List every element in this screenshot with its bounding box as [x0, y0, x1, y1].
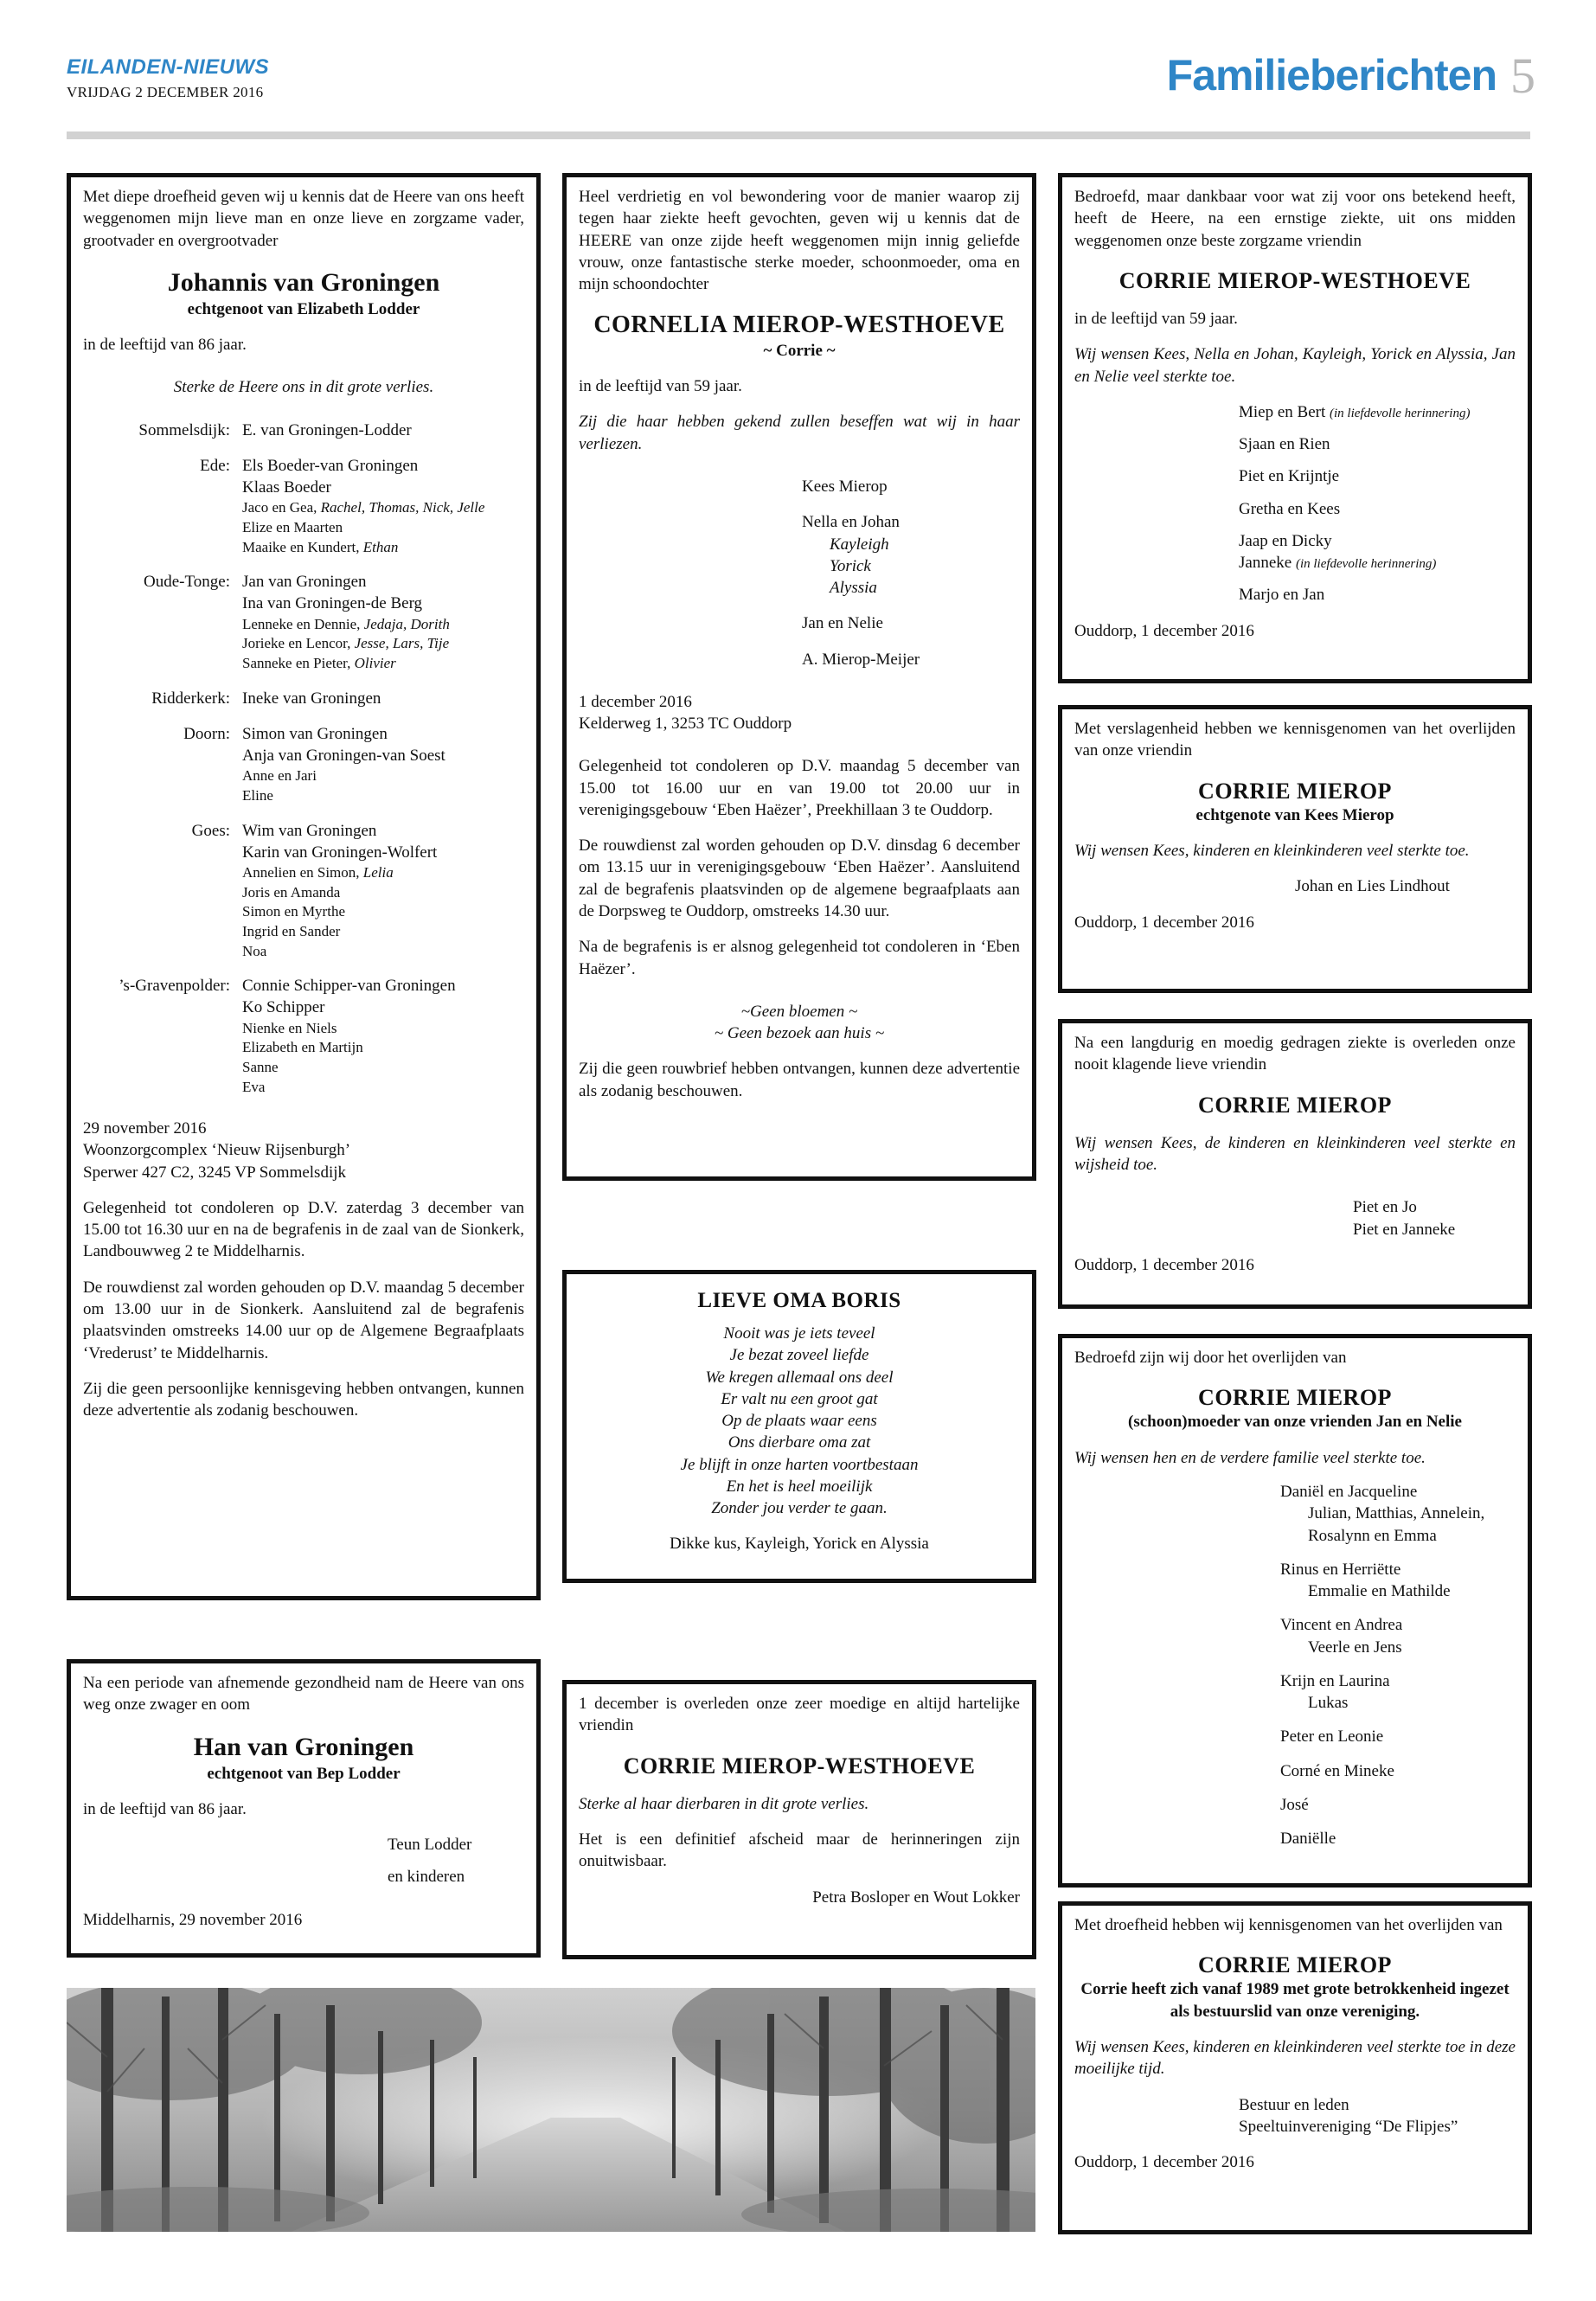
grandchildren: Sanne [242, 1058, 279, 1075]
signatory: Piet en Jo [1353, 1198, 1417, 1217]
ad-notice: ~ Geen bezoek aan huis ~ [714, 1024, 885, 1043]
ad-place-date: Ouddorp, 1 december 2016 [1074, 1255, 1254, 1274]
signatory: Corné en Mineke [1280, 1761, 1394, 1780]
ad-wish: Wij wensen Kees, de kinderen en kleinkinderen veel sterkte en wijsheid toe. [1074, 1133, 1516, 1174]
signatory: Kees Mierop [802, 477, 888, 496]
family-location: Sommelsdijk: [138, 420, 230, 439]
ad-service: De rouwdienst zal worden gehouden op D.V. maandag 5 december om 13.00 uur in de Sionkerk. Aansluitend zal de begrafenis plaatsvinden omstreeks 14.00 uur op de Algemene Begraafplaats ‘Vrederust’ te Middelharnis. [83, 1278, 524, 1362]
signatory: A. Mierop-Meijer [802, 650, 920, 669]
deceased-age: in de leeftijd van 86 jaar. [83, 336, 247, 355]
ad-notice: ~Geen bloemen ~ [740, 1002, 858, 1021]
signatory-group [1280, 1614, 1516, 1658]
page-number: 5 [1510, 48, 1535, 104]
ad-date: 1 december 2016 [579, 692, 692, 711]
signatory-group [1280, 1760, 1516, 1782]
ad-intro: Met droefheid hebben wij kennisgenomen van het overlijden van [1074, 1916, 1503, 1934]
deceased-age: in de leeftijd van 59 jaar. [1074, 309, 1238, 328]
grandchildren: Nienke en Niels [242, 1019, 337, 1036]
grandchildren: Anne en Jari [242, 767, 317, 785]
ad-quote: Zij die haar hebben gekend zullen beseffen wat wij in haar verliezen. [579, 413, 1020, 453]
signatory: Peter en Leonie [1280, 1727, 1384, 1747]
deceased-name: CORNELIA MIEROP-WESTHOEVE [593, 311, 1005, 339]
ad-intro: Met diepe droefheid geven wij u kennis dat de Heere van ons heeft weggenomen mijn lieve man en onze lieve en zorgzame vader, grootvader en overgrootvader [83, 188, 524, 250]
issue-date: VRIJDAG 2 DECEMBER 2016 [67, 84, 264, 100]
family-member: Ina van Groningen-de Berg [242, 594, 423, 613]
family-entry [83, 723, 524, 806]
deceased-name: CORRIE MIEROP [1198, 1092, 1392, 1118]
ad-intro: 1 december is overleden onze zeer moedige en altijd hartelijke vriendin [579, 1695, 1020, 1735]
poem-line: Ons dierbare oma zat [727, 1433, 871, 1452]
signatory-list [1280, 1481, 1516, 1849]
signatory: Janneke (in liefdevolle herinnering) [1239, 554, 1437, 573]
ad-place-date: Ouddorp, 1 december 2016 [1074, 621, 1254, 640]
ad-place-date: Middelharnis, 29 november 2016 [83, 1910, 303, 1929]
family-member: Ineke van Groningen [242, 689, 381, 708]
signatory-group [1280, 1794, 1516, 1816]
family-list [83, 420, 524, 1098]
ad-intro: Bedroefd, maar dankbaar voor wat zij voor ons betekend heeft, heeft de Heere, na een ernstige ziekte, uit ons midden weggenomen onze beste zorgzame vriendin [1074, 188, 1516, 250]
family-entry [83, 571, 524, 673]
deceased-name: CORRIE MIEROP [1198, 1385, 1392, 1411]
deceased-name: Johannis van Groningen [167, 267, 440, 297]
grandchildren: Jorieke en Lencor, Jesse, Lars, Tije [242, 635, 450, 652]
family-member: E. van Groningen-Lodder [242, 420, 412, 439]
ad-condolence: Gelegenheid tot condoleren op D.V. maandag 5 december van 15.00 tot 16.00 uur en van 19.00 tot 20.00 uur in verenigingsgebouw ‘Eben Haëzer’, Preekhillaan 3 te Ouddorp. [579, 757, 1020, 819]
grandchildren: Sanneke en Pieter, Olivier [242, 654, 396, 671]
ad-corrie-mierop-westhoeve-vrienden [1058, 173, 1532, 683]
signatory: Speeltuinvereniging “De Flipjes” [1239, 2117, 1458, 2136]
ad-corrie-mierop-schoonmoeder [1058, 1334, 1532, 1888]
grandchildren: Ingrid en Sander [242, 922, 341, 939]
ad-corrie-mierop-lindhout [1058, 705, 1532, 993]
signatory: en kinderen [388, 1868, 465, 1887]
family-entry [83, 975, 524, 1097]
ad-wish: Wij wensen Kees, kinderen en kleinkinderen veel sterkte toe in deze moeilijke tijd. [1074, 2037, 1516, 2079]
family-entry [83, 688, 524, 709]
grandchildren: Simon en Myrthe [242, 903, 345, 920]
poem-line: Je bezat zoveel liefde [729, 1346, 869, 1365]
ad-corrie-mierop-speeltuinvereniging [1058, 1901, 1532, 2234]
deceased-age: in de leeftijd van 59 jaar. [579, 377, 742, 396]
signatory-children: Rosalynn en Emma [1308, 1526, 1437, 1545]
poem-line: Op de plaats waar eens [721, 1412, 877, 1431]
ad-quote: Sterke al haar dierbaren in dit grote verlies. [579, 1794, 869, 1813]
signatory: Jaap en Dicky [1239, 531, 1332, 550]
signatory: Daniëlle [1280, 1830, 1336, 1849]
ad-after: Na de begrafenis is er alsnog gelegenheid tot condoleren in ‘Eben Haëzer’. [579, 938, 1020, 978]
signatory: Rinus en Herriëtte [1280, 1560, 1401, 1579]
ad-wish: Wij wensen Kees, Nella en Johan, Kayleigh, Yorick en Alyssia, Jan en Nelie veel sterkte toe. [1074, 345, 1516, 386]
ad-wish: Wij wensen Kees, kinderen en kleinkinderen veel sterkte toe. [1074, 841, 1470, 860]
family-location: ’s-Gravenpolder: [119, 977, 230, 996]
family-member: Karin van Groningen-Wolfert [242, 843, 438, 862]
signatory: Piet en Janneke [1353, 1220, 1456, 1239]
signatory: Johan en Lies Lindhout [1295, 877, 1450, 896]
signatory: Marjo en Jan [1239, 586, 1325, 605]
deceased-name: CORRIE MIEROP [1198, 778, 1392, 804]
poem-line: Zonder jou verder te gaan. [711, 1499, 888, 1518]
family-member: Simon van Groningen [242, 724, 388, 743]
deceased-name: CORRIE MIEROP-WESTHOEVE [1118, 267, 1471, 293]
signatory: Jan en Nelie [802, 614, 883, 633]
signatory: Vincent en Andrea [1280, 1616, 1403, 1635]
deceased-subtitle: ~ Corrie ~ [763, 341, 836, 360]
deceased-name: Han van Groningen [193, 1732, 414, 1761]
signatory: Krijn en Laurina [1280, 1671, 1390, 1690]
family-member: Els Boeder-van Groningen [242, 456, 419, 475]
family-member: Ko Schipper [242, 998, 325, 1017]
ad-quote: Sterke de Heere ons in dit grote verlies. [173, 378, 434, 397]
family-location: Goes: [191, 821, 230, 840]
family-member: Wim van Groningen [242, 821, 377, 840]
signatory: Petra Bosloper en Wout Lokker [812, 1888, 1020, 1907]
ad-corrie-mierop-westhoeve-friends [562, 1680, 1036, 1959]
poem-line: Nooit was je iets teveel [723, 1324, 875, 1343]
ad-closing: Zij die geen rouwbrief hebben ontvangen, kunnen deze advertentie als zodanig beschouwen. [579, 1060, 1020, 1100]
deceased-subtitle: echtgenoot van Bep Lodder [207, 1764, 401, 1783]
family-member: Anja van Groningen-van Soest [242, 747, 445, 766]
grandchildren: Jaco en Gea, Rachel, Thomas, Nick, Jelle [242, 499, 485, 516]
ad-title: LIEVE OMA BORIS [697, 1289, 901, 1312]
signatory: Miep en Bert (in liefdevolle herinnering) [1239, 402, 1471, 421]
ad-address-line: Kelderweg 1, 3253 TC Ouddorp [579, 715, 792, 734]
ad-condolence: Gelegenheid tot condoleren op D.V. zaterdag 3 december van 15.00 tot 16.30 uur en na de begrafenis in de zaal van de Sionkerk, Landbouwweg 2 te Middelharnis. [83, 1198, 524, 1261]
signatory-group [1280, 1670, 1516, 1715]
ad-han-van-groningen [67, 1659, 541, 1958]
ad-intro: Na een langdurig en moedig gedragen ziekte is overleden onze nooit klagende lieve vriendin [1074, 1034, 1516, 1074]
signatory: José [1280, 1795, 1309, 1814]
ad-intro: Met verslagenheid hebben we kennisgenomen van het overlijden van onze vriendin [1074, 720, 1516, 760]
poem-line: En het is heel moeilijk [726, 1477, 873, 1496]
ad-cornelia-mierop-westhoeve [562, 173, 1036, 1181]
signatory-group [1280, 1481, 1516, 1547]
ad-closing: Zij die geen persoonlijke kennisgeving hebben ontvangen, kunnen deze advertentie als zodanig beschouwen. [83, 1379, 524, 1420]
poem-line: Er valt nu een groot gat [721, 1389, 878, 1408]
grandchildren: Eva [242, 1078, 266, 1095]
ad-intro: Bedroefd zijn wij door het overlijden van [1074, 1349, 1347, 1367]
poem-line: We kregen allemaal ons deel [705, 1368, 894, 1387]
family-location: Ede: [200, 456, 230, 475]
ad-address-line: Woonzorgcomplex ‘Nieuw Rijsenburgh’ [83, 1141, 351, 1160]
signatory-children: Julian, Matthias, Annelein, [1308, 1504, 1485, 1523]
poem-line: Je blijft in onze harten voortbestaan [680, 1455, 919, 1474]
grandchildren: Elize en Maarten [242, 519, 343, 535]
deceased-name: CORRIE MIEROP [1198, 1952, 1392, 1978]
signatory-children: Veerle en Jens [1308, 1638, 1402, 1657]
signatory-children: Emmalie en Mathilde [1308, 1582, 1451, 1601]
signatory: Gretha en Kees [1239, 499, 1341, 518]
signatory-group [1280, 1559, 1516, 1603]
signatory: Daniël en Jacqueline [1280, 1482, 1418, 1501]
ad-lieve-oma-boris [562, 1270, 1036, 1583]
forest-photo [67, 1988, 1035, 2232]
grandchild: Yorick [830, 556, 871, 575]
family-location: Ridderkerk: [151, 689, 230, 708]
deceased-subtitle: (schoon)moeder van onze vrienden Jan en Nelie [1128, 1413, 1462, 1432]
deceased-subtitle: echtgenote van Kees Mierop [1195, 805, 1394, 824]
grandchildren: Lenneke en Dennie, Jedaja, Dorith [242, 615, 450, 632]
ad-text: Het is een definitief afscheid maar de herinneringen zijn onuitwisbaar. [579, 1830, 1020, 1871]
signatory: Sjaan en Rien [1239, 435, 1330, 454]
grandchildren: Noa [242, 942, 267, 959]
family-entry [83, 455, 524, 557]
section-title: Familieberichten [1166, 51, 1497, 99]
ad-intro: Heel verdrietig en vol bewondering voor de manier waarop zij tegen haar ziekte heeft gevochten, geven wij u kennis dat de HEERE van onze zijde heeft weggenomen mijn innig geliefde vrouw, onze fantastische sterke moeder, schoonmoeder, oma en mijn schoondochter [579, 188, 1020, 294]
grandchildren: Eline [242, 786, 273, 804]
grandchild: Kayleigh [830, 535, 889, 554]
ad-place-date: Ouddorp, 1 december 2016 [1074, 2153, 1254, 2172]
signatory-group [1280, 1828, 1516, 1849]
ad-wish: Wij wensen hen en de verdere familie veel sterkte toe. [1074, 1448, 1426, 1467]
grandchildren: Elizabeth en Martijn [242, 1039, 363, 1056]
signatory: Bestuur en leden [1239, 2095, 1349, 2114]
family-entry [83, 820, 524, 962]
ad-johannis-van-groningen [67, 173, 541, 1600]
poem [579, 1323, 1020, 1519]
family-location: Doorn: [183, 724, 230, 743]
family-member: Connie Schipper-van Groningen [242, 977, 456, 996]
family-location: Oude-Tonge: [144, 573, 230, 592]
grandchildren: Joris en Amanda [242, 883, 341, 901]
deceased-subtitle: echtgenoot van Elizabeth Lodder [187, 299, 420, 318]
ad-place-date: Ouddorp, 1 december 2016 [1074, 913, 1254, 932]
family-member: Jan van Groningen [242, 573, 367, 592]
ad-address-line: Sperwer 427 C2, 3245 VP Sommelsdijk [83, 1163, 347, 1182]
header-rule [67, 131, 1530, 139]
signatory: Nella en Johan [802, 513, 900, 532]
grandchildren: Maaike en Kundert, Ethan [242, 538, 399, 555]
ad-date: 29 november 2016 [83, 1119, 207, 1138]
signatory-children: Lukas [1308, 1694, 1349, 1713]
family-member: Klaas Boeder [242, 478, 331, 497]
family-entry [83, 420, 524, 441]
ad-corrie-mierop-piet [1058, 1019, 1532, 1309]
deceased-name: CORRIE MIEROP-WESTHOEVE [623, 1753, 976, 1779]
deceased-age: in de leeftijd van 86 jaar. [83, 1799, 247, 1818]
newspaper-logo: EILANDEN-NIEUWS [67, 55, 270, 79]
signatory: Dikke kus, Kayleigh, Yorick en Alyssia [670, 1535, 929, 1554]
ad-intro: Na een periode van afnemende gezondheid nam de Heere van ons weg onze zwager en oom [83, 1674, 524, 1715]
grandchildren: Annelien en Simon, Lelia [242, 864, 394, 881]
signatory: Teun Lodder [388, 1836, 472, 1855]
ad-service: De rouwdienst zal worden gehouden op D.V. dinsdag 6 december om 13.15 uur in verenigingsgebouw ‘Eben Haëzer’. Aansluitend zal de begrafenis plaatsvinden op de algemene begraafplaats aan de Dorpsweg te Ouddorp, omstreeks 14.30 uur. [579, 836, 1020, 920]
signatory-group [1280, 1726, 1516, 1747]
ad-tribute: Corrie heeft zich vanaf 1989 met grote betrokkenheid ingezet als bestuurslid van onze vereniging. [1080, 1980, 1509, 2021]
signatory: Piet en Krijntje [1239, 467, 1340, 486]
grandchild: Alyssia [830, 579, 877, 598]
